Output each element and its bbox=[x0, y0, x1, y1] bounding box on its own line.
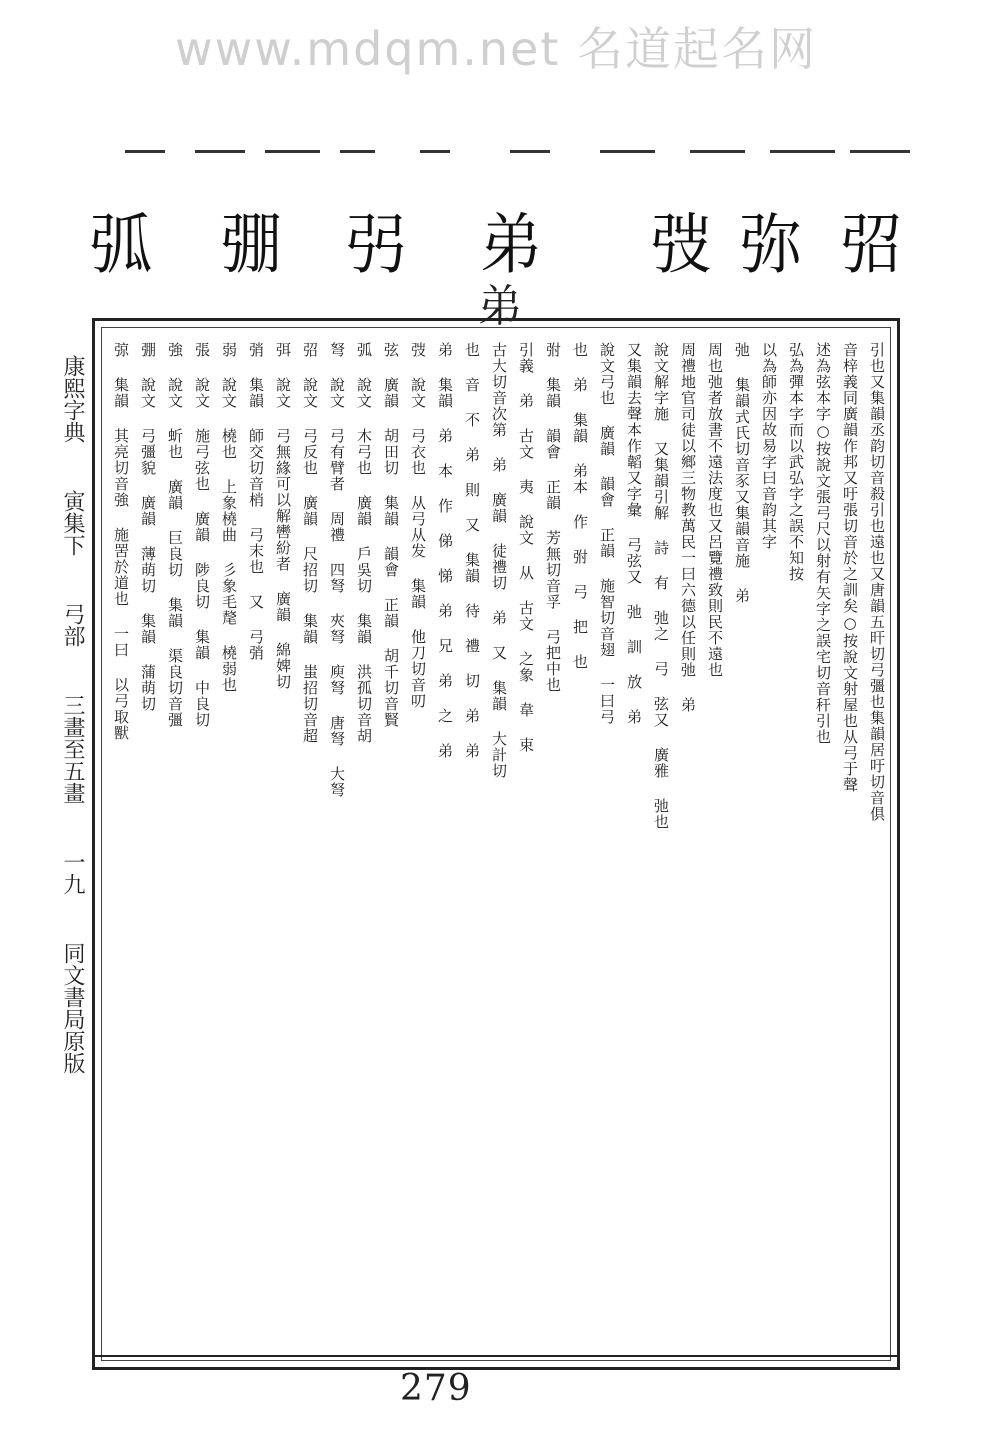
text-column: 弱 說文 橈也 上象橈曲 彡象毛氂 橈弱也 bbox=[220, 342, 238, 693]
text-column: 又集韻去聲本作韜又字彙 弓弦又 弛 訓 放 弟 bbox=[625, 342, 643, 725]
text-column: 弢 說文 弓衣也 从弓从发 集韻 他刀切音叨 bbox=[409, 342, 427, 709]
dash-line bbox=[690, 150, 745, 153]
text-column: 引也又集韻丞韵切音殺引也遠也又唐韻五旰切弓彊也集韻居吁切音俱 bbox=[868, 342, 886, 822]
text-column: 弧 說文 木弓也 廣韻 戶吳切 集韻 洪孤切音胡 bbox=[355, 342, 373, 744]
text-column: 弩 說文 弓有臂者 周禮 四弩 夾弩 庾弩 唐弩 大弩 bbox=[328, 342, 346, 798]
dash-line bbox=[420, 150, 450, 153]
text-column: 引義 弟 古文 夷 說文 从 古文 之象 韋 束 bbox=[517, 342, 535, 753]
seal-char: 弨 bbox=[840, 206, 903, 283]
text-column: 周也弛者放書不遠法度也又呂覽禮致則民不遠也 bbox=[706, 342, 724, 678]
dash-line bbox=[850, 150, 910, 153]
text-column: 強 說文 蚚也 廣韻 巨良切 集韻 渠良切音彊 bbox=[166, 342, 184, 728]
seal-char: 弟 bbox=[480, 206, 543, 283]
text-column: 弰 集韻 師交切音梢 弓末也 又 弓弰 bbox=[247, 342, 265, 661]
text-column: 弦 廣韻 胡田切 集韻 韻會 正韻 胡千切音賢 bbox=[382, 342, 400, 728]
page-number: 279 bbox=[400, 1368, 472, 1409]
text-column: 弣 集韻 韻會 正韻 芳無切音孚 弓把中也 bbox=[544, 342, 562, 693]
text-column: 張 說文 施弓弦也 廣韻 陟良切 集韻 中良切 bbox=[193, 342, 211, 728]
dash-line bbox=[265, 150, 320, 153]
text-column: 說文弓也 廣韻 韻會 正韻 施智切音翅 一曰弓 bbox=[598, 342, 616, 725]
dash-line bbox=[125, 150, 165, 153]
seal-char-sub: 弟 bbox=[478, 281, 522, 332]
dash-line bbox=[340, 150, 375, 153]
text-column: 弘為彈本字而以武弘字之誤不知按 bbox=[787, 342, 805, 582]
dash-line bbox=[770, 150, 835, 153]
text-column: 弛 集韻式氏切音豕又集韻音施 弟 bbox=[733, 342, 751, 604]
text-column: 以為師亦因故易字曰音韵其字 bbox=[760, 342, 778, 550]
seal-char: 弢 bbox=[650, 206, 713, 283]
side-margin-text bbox=[52, 355, 92, 1375]
text-column: 音梓義同廣韻作邦又吁張切音於之訓矣○按說文射屋也从弓于聲 bbox=[841, 342, 859, 793]
text-column: 弶 集韻 其亮切音強 施罟於道也 一曰 以弓取獸 bbox=[112, 342, 130, 741]
seal-char: 弸 bbox=[220, 206, 283, 283]
seal-char: 弜 bbox=[345, 206, 408, 283]
text-column: 周禮地官司徒以鄉三物教萬民一曰六德以任則弛 弟 bbox=[679, 342, 697, 713]
publisher: 同文書局原版 bbox=[60, 942, 85, 1074]
text-column: 說文解字施 又集韻引解 詩 有 弛之 弓 弦又 廣雅 弛也 bbox=[652, 342, 670, 830]
radical-label: 弓部 bbox=[60, 603, 85, 647]
stroke-range: 三畫至五畫 bbox=[60, 694, 85, 804]
seal-char: 弧 bbox=[90, 206, 153, 283]
text-column: 弭 說文 弓無緣可以解轡紛者 廣韻 綿婢切 bbox=[274, 342, 292, 690]
seal-char: 弥 bbox=[740, 206, 803, 283]
text-column: 弨 說文 弓反也 廣韻 尺招切 集韻 蚩招切音超 bbox=[301, 342, 319, 744]
dash-line bbox=[510, 150, 550, 153]
volume-label: 寅集下 bbox=[60, 490, 85, 556]
frame-bottom-line bbox=[92, 1355, 900, 1357]
text-column: 弸 說文 弓彊貌 廣韻 薄萌切 集韻 蒲萌切 bbox=[139, 342, 157, 712]
leaf-number: 一九 bbox=[60, 851, 85, 895]
dash-line bbox=[195, 150, 245, 153]
text-column: 弟 集韻 弟 本 作 俤 悌 弟 兄 弟 之 弟 bbox=[436, 342, 454, 759]
text-column: 也 音 不 弟 則 又 集韻 待 禮 切 弟 弟 bbox=[463, 342, 481, 759]
book-title: 康熙字典 bbox=[60, 355, 85, 443]
dash-line bbox=[600, 150, 655, 153]
watermark: www.mdqm.net 名道起名网 bbox=[175, 22, 818, 76]
text-column: 述為弦本字○按說文張弓尺以射有矢字之誤宅切音秆引也 bbox=[814, 342, 832, 745]
text-column: 也 弟 集韻 弟本 作 弣 弓 把 也 bbox=[571, 342, 589, 670]
text-column: 古大切音次第 弟 廣韻 徒禮切 弟 又 集韻 大計切 bbox=[490, 342, 508, 779]
